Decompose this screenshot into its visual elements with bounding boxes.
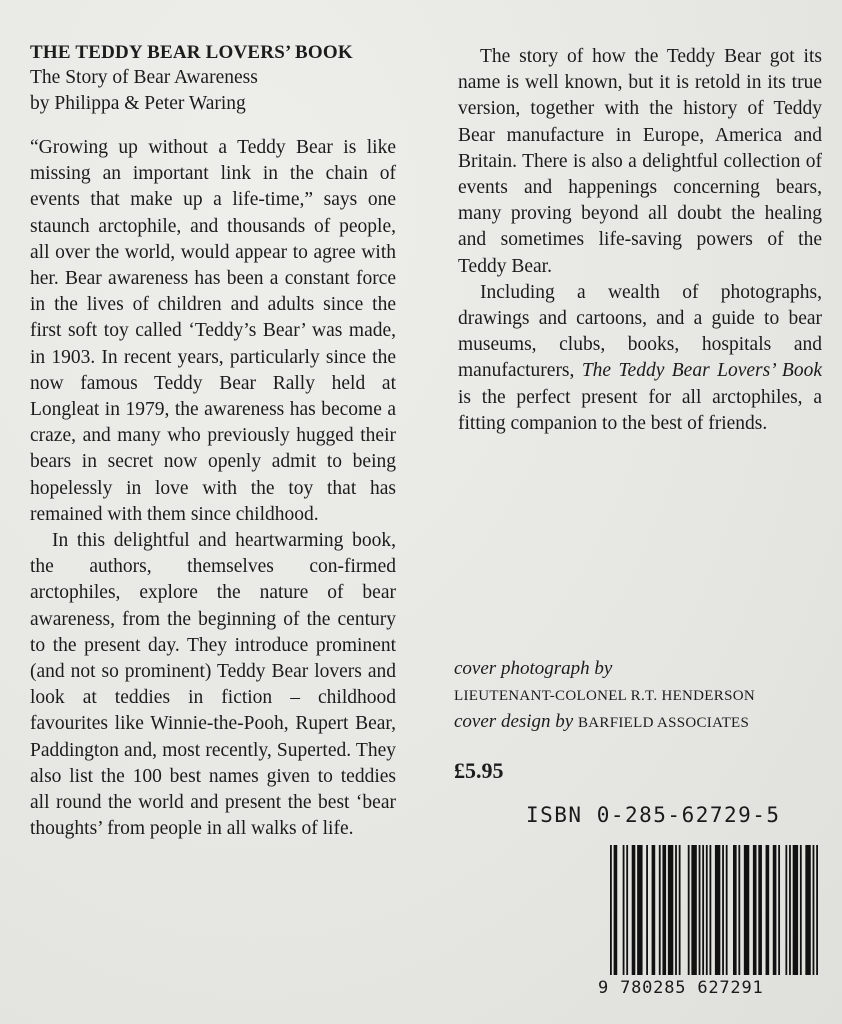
barcode-bar [679,845,681,975]
isbn-number: ISBN 0-285-62729-5 [526,803,781,827]
right-column [458,44,822,437]
barcode-digits: 9 780285 627291 [598,978,764,998]
design-credit-label: cover design by [454,711,574,732]
blurb-text: is the perfect present for all arctophiles, a fitting companion to the best of friends. [458,386,822,434]
barcode-bar [715,845,720,975]
barcode-bar [793,845,798,975]
barcode-bar [702,845,704,975]
barcode-bar [632,845,636,975]
photo-credit-label: cover photograph by [454,658,613,679]
barcode-bar [610,845,612,975]
barcode-bar [722,845,724,975]
cover-credits [454,656,826,736]
barcode-bar [626,845,628,975]
barcode-bar [614,845,618,975]
barcode-bar [675,845,677,975]
barcode-bar [706,845,708,975]
barcode-bar [688,845,690,975]
barcode-bar [785,845,787,975]
barcode-bar [813,845,815,975]
blurb-paragraph: “Growing up without a Teddy Bear is like missing an important link in the chain of events that make up a life-time,” says one staunch arctophile, and thousands of people, all over the world, would appear to agree with her. Bear awareness has been a constant force in the lives of children and adults since the first soft toy called ‘Teddy’s Bear’ was made, in 1903. In recent years, particularly since the now famous Teddy Bear Rally held at Longleat in 1979, the awareness has become a craze, and many who previously hugged their bears in secret now openly admit to being hopelessly in love with the toy that has remained with them since childhood. [30,137,396,525]
barcode-bar [753,845,757,975]
barcode-bar [691,845,696,975]
photo-credit-name: LIEUTENANT-COLONEL R.T. HENDERSON [454,688,755,704]
barcode-bar [778,845,780,975]
barcode-bar [623,845,625,975]
price: £5.95 [454,758,504,783]
barcode-bar [738,845,740,975]
barcode-bar [699,845,701,975]
left-column [30,40,396,842]
book-authors: by Philippa & Peter Waring [30,93,246,114]
barcode-bar [766,845,770,975]
blurb-paragraph: In this delightful and heartwarming book, the authors, themselves con-firmed arctophiles, explore the nature of bear awareness, from the beginning of the century to the present day. They introduce prominent (and not so prominent) Teddy Bear lovers and look at teddies in fiction – childhood favourites like Winnie-the-Pooh, Rupert Bear, Paddington and, most recently, Superted. They also list the 100 best names given to teddies all round the world and present the best ‘bear thoughts’ from people in all walks of life. [30,530,396,840]
book-title-italic: The Teddy Bear Lovers’ Book [581,360,822,382]
barcode-bar [709,845,711,975]
barcode-bar [773,845,777,975]
book-title: THE TEDDY BEAR LOVERS’ BOOK [30,42,353,63]
barcode-bar [800,845,802,975]
barcode-bar [744,845,749,975]
barcode-bar [733,845,737,975]
barcode-bar [816,845,818,975]
barcode-bar [668,845,673,975]
barcode-bar [726,845,728,975]
barcode-bar [637,845,642,975]
blurb-text: Including a wealth of photographs, drawings and cartoons, and a guide to bear museums, clubs, books, hospitals and manufacturers, [458,281,822,382]
design-credit-name: BARFIELD ASSOCIATES [577,715,750,731]
blurb-paragraph [458,280,822,437]
barcode-bar [662,845,666,975]
barcode-bar [652,845,656,975]
barcode-bar [805,845,810,975]
barcode-bar [646,845,648,975]
barcode-bar [758,845,762,975]
barcode-bar [659,845,661,975]
book-subtitle: The Story of Bear Awareness [30,67,258,88]
barcode-image [610,845,818,975]
blurb-paragraph: The story of how the Teddy Bear got its name is well known, but it is retold in its true version, together with the history of Teddy Bear manufacture in Europe, America and Britain. There is also a delightful collection of events and happenings concerning bears, many proving beyond all doubt the healing and sometimes life-saving powers of the Teddy Bear. [458,46,822,277]
barcode-bar [789,845,791,975]
